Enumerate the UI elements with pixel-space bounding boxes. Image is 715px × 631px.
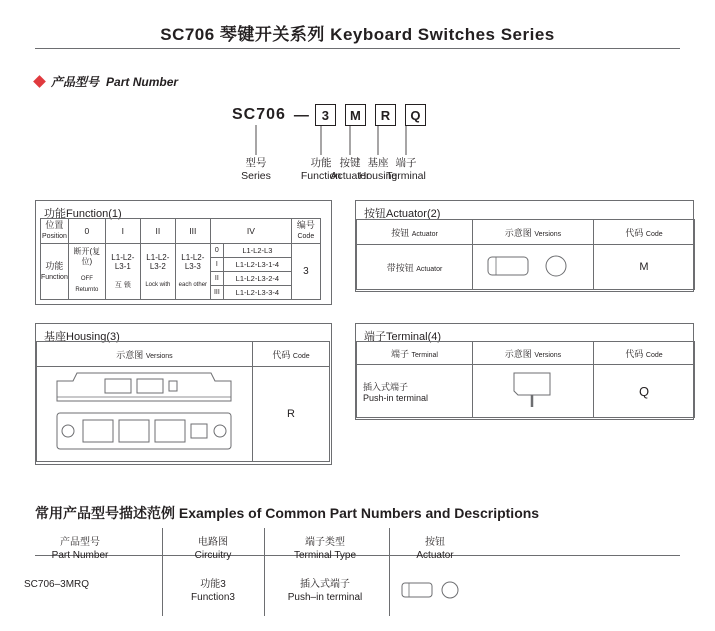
pn-label-function-cn: 功能 (310, 157, 332, 169)
fn-c0-en: OFF Returnto (75, 276, 99, 293)
actuator-table (356, 219, 695, 290)
tm-h2-cn: 代码 (625, 348, 644, 359)
act-row-name-en: Actuator (416, 265, 443, 273)
terminal-drawing (478, 365, 588, 415)
examples-col1-cn: 电路图 (198, 537, 228, 548)
fn-c4-val-1: L1-L2-L3-1-4 (223, 258, 291, 272)
pn-label-terminal-en: Terminal (386, 170, 426, 182)
act-h0-en: Actuator (411, 230, 438, 238)
act-h2-en: Code (645, 230, 663, 238)
examples-col3-cn: 按钮 (425, 537, 445, 548)
title-divider (35, 48, 680, 49)
fn-c4-idx-3: III (211, 286, 224, 300)
housing-drawing (39, 367, 251, 459)
examples-col-circuitry (168, 536, 258, 562)
pn-label-housing-en: Housing (358, 170, 398, 182)
fn-function-cn: 功能 (45, 260, 64, 271)
examples-col2-cn: 端子类型 (305, 537, 345, 548)
tm-row-code: Q (594, 365, 695, 418)
examples-vline-3 (389, 528, 390, 616)
housing-table (36, 341, 330, 462)
fn-c3-en: each other (178, 281, 208, 288)
examples-col-part-number (30, 536, 130, 562)
act-row-name-cn: 带按钮 (386, 262, 414, 273)
page-title-cn: SC706 琴键开关系列 (160, 25, 325, 44)
pn-leader-lines (232, 125, 532, 157)
fn-c4-idx-0: 0 (211, 244, 224, 258)
act-h2-cn: 代码 (625, 227, 644, 238)
tm-h0-en: Terminal (411, 351, 438, 359)
fn-code-head-cn: 编号 (296, 220, 315, 230)
fn-c2-l1: L1-L2- (146, 252, 170, 262)
pn-label-series (231, 157, 281, 183)
fn-function-en: Function (41, 273, 68, 281)
housing-section-title: 基座Housing(3) (40, 326, 124, 346)
tm-h1-cn: 示意图 (504, 348, 532, 359)
fn-position-en: Position (41, 233, 67, 240)
section-title-en: Part Number (106, 74, 179, 89)
part-number-diagram (232, 103, 435, 127)
act-h1-cn: 示意图 (504, 227, 532, 238)
pn-label-housing-cn: 基座 (367, 157, 389, 169)
examples-row-terminal-en: Push–in terminal (287, 592, 363, 603)
page-title (0, 20, 715, 45)
fn-c1-l2: L3-1 (114, 262, 131, 271)
tm-h1-en: Versions (534, 351, 562, 359)
examples-col1-en: Circuitry (194, 550, 232, 561)
examples-vline-2 (264, 528, 265, 616)
examples-row-terminal-cn: 插入式端子 (300, 579, 350, 590)
hs-h1-cn: 代码 (272, 349, 291, 360)
pn-label-actuator-en: Actuator (330, 170, 370, 182)
pn-code-terminal: Q (405, 104, 426, 126)
examples-title-en: Examples of Common Part Numbers and Descriptions (178, 505, 540, 521)
fn-c0-cn: 断开(复位) (73, 247, 101, 266)
fn-col-4: IV (210, 219, 291, 244)
fn-code-value: 3 (291, 244, 320, 300)
examples-row-actuator-drawing (398, 578, 468, 609)
pn-series-text: SC706 (232, 106, 286, 123)
pn-code-function: 3 (315, 104, 336, 126)
examples-col0-en: Part Number (51, 550, 109, 561)
hs-code: R (253, 367, 330, 462)
examples-vline-1 (162, 528, 163, 616)
examples-col-actuator (395, 536, 475, 562)
fn-col-0: 0 (68, 219, 105, 244)
actuator-button-drawing (478, 246, 588, 286)
fn-c1-en: 互 锁 (114, 281, 131, 289)
fn-c4-val-3: L1-L2-L3-3-4 (235, 288, 280, 297)
pn-label-actuator-cn: 按键 (339, 157, 361, 169)
fn-col-3: III (175, 219, 210, 244)
tm-row-name-cn: 插入式端子 (363, 381, 409, 392)
section-title-cn: 产品型号 (51, 75, 100, 89)
pn-label-series-cn: 型号 (245, 157, 267, 169)
act-row-code: M (594, 245, 695, 290)
examples-title-cn: 常用产品型号描述范例 (35, 505, 175, 521)
pn-label-series-en: Series (241, 170, 271, 182)
examples-col-terminal-type (270, 536, 380, 562)
fn-c4-val-2: L1-L2-L3-2-4 (223, 272, 291, 286)
examples-col0-cn: 产品型号 (60, 537, 100, 548)
fn-c3-l1: L1-L2- (181, 252, 205, 262)
diamond-bullet-icon (33, 75, 46, 88)
examples-row-part-number: SC706–3MRQ (24, 579, 90, 590)
tm-h2-en: Code (645, 351, 663, 359)
pn-label-function-en: Function (300, 170, 342, 182)
examples-col2-en: Terminal Type (293, 550, 357, 561)
fn-c4-val-0: L1-L2-L3 (223, 244, 291, 258)
fn-c2-en: Lock with (145, 281, 171, 288)
fn-c1-l1: L1-L2- (111, 252, 135, 262)
fn-code-head-en: Code (297, 233, 315, 240)
tm-h0-cn: 端子 (391, 348, 410, 359)
fn-col-1: I (105, 219, 140, 244)
fn-col-2: II (140, 219, 175, 244)
pn-label-terminal (381, 157, 431, 183)
fn-c3-l2: L3-3 (184, 262, 201, 271)
pn-label-terminal-cn: 端子 (395, 157, 417, 169)
examples-row-circuitry (168, 578, 258, 604)
page-title-en: Keyboard Switches Series (330, 25, 555, 44)
fn-c4-idx-1: I (211, 258, 224, 272)
examples-row-circuitry-en: Function3 (191, 592, 235, 603)
section-header-part-number (35, 73, 178, 90)
terminal-section-title: 端子Terminal(4) (360, 326, 445, 346)
pn-dash: — (293, 106, 309, 124)
fn-c2-l2: L3-2 (149, 262, 166, 271)
function-section-title: 功能Function(1) (40, 203, 126, 223)
tm-row-name-en: Push-in terminal (363, 392, 429, 403)
pn-code-actuator: M (345, 104, 366, 126)
hs-h0-en: Versions (145, 352, 173, 360)
examples-col3-en: Actuator (416, 550, 454, 561)
function-table (40, 218, 321, 300)
examples-row-terminal (270, 578, 380, 604)
actuator-section-title: 按钮Actuator(2) (360, 203, 444, 223)
examples-title (35, 503, 539, 523)
pn-code-housing: R (375, 104, 396, 126)
fn-c4-idx-2: II (211, 272, 224, 286)
fn-position-cn: 位置 (45, 220, 64, 230)
hs-h1-en: Code (292, 352, 310, 360)
act-h1-en: Versions (534, 230, 562, 238)
examples-row-circuitry-cn: 功能3 (200, 579, 226, 590)
hs-h0-cn: 示意图 (116, 349, 144, 360)
terminal-table (356, 341, 695, 418)
act-h0-cn: 按钮 (391, 227, 410, 238)
